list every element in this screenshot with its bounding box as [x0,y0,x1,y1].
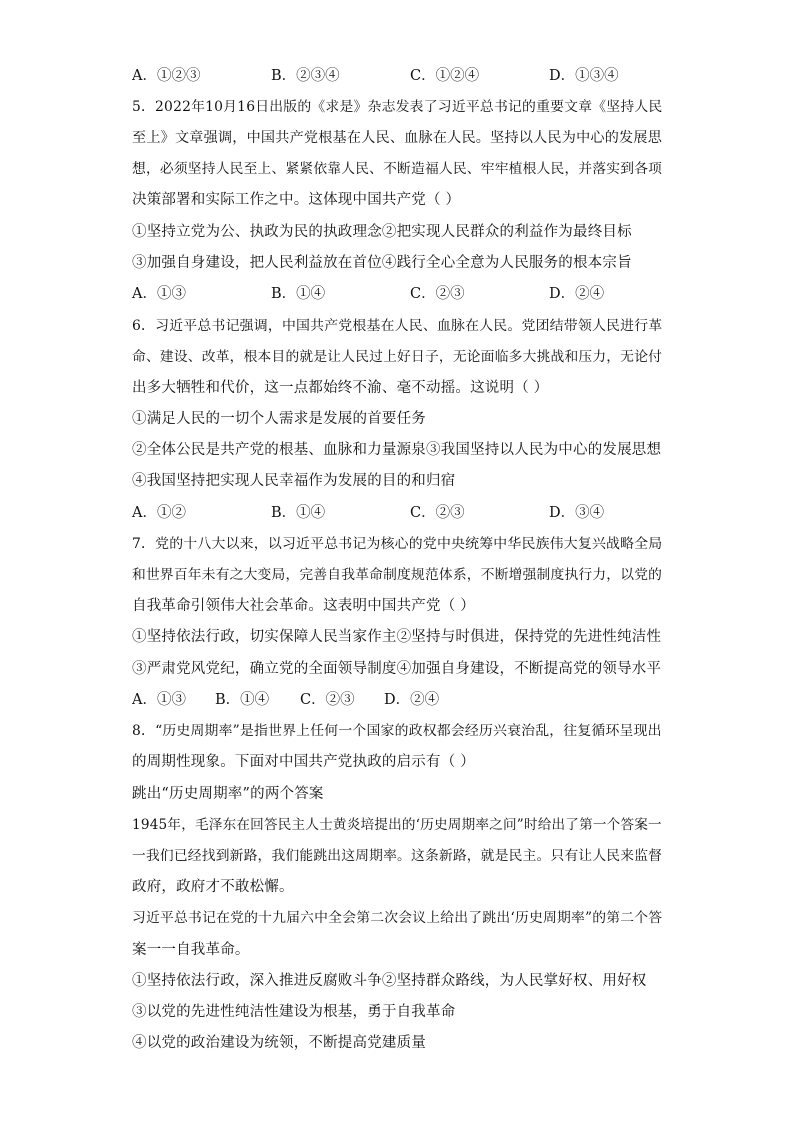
q5-option-c[interactable]: C．②③ [410,286,465,302]
q4-option-a[interactable]: A．①②③ [132,68,201,84]
q8-material-title: 跳出“历史周期率”的两个答案 [132,786,324,802]
q6-statement: ①满足人民的一切个人需求是发展的首要任务 [132,411,426,427]
q7-statement: ③严肃党风党纪，确立党的全面领导制度④加强自身建设，不断提高党的领导水平 [132,661,662,677]
q8-stem-line: 8．“历史周期率”是指世界上任何一个国家的政权都会经历兴衰治乱，往复循环呈现出 [132,723,662,739]
q4-option-d[interactable]: D．①③④ [549,68,619,84]
q5-stem-line: 至上》文章强调，中国共产党根基在人民、血脉在人民。坚持以人民为中心的发展思 [132,130,663,146]
q8-material-line: 案一一自我革命。 [132,942,250,958]
q7-option-d[interactable]: D．②④ [384,692,440,708]
q8-material-line: 1945年，毛泽东在回答民主人士黄炎培提出的‘历史周期率之问”时给出了第一个答案一 [132,817,662,833]
q6-stem-line: 6．习近平总书记强调，中国共产党根基在人民、血脉在人民。党团结带领人民进行革 [132,318,663,334]
q7-option-a[interactable]: A．①③ [132,692,186,708]
q8-stem-line: 的周期性现象。下面对中国共产党执政的启示有（ ） [132,754,475,770]
q6-option-a[interactable]: A．①② [132,505,186,521]
q7-stem-line: 和世界百年未有之大变局，完善自我革命制度规范体系，不断增强制度执行力，以党的 [132,567,663,583]
q6-statement: ②全体公民是共产党的根基、血脉和力量源泉③我国坚持以人民为中心的发展思想 [132,442,662,458]
q7-option-b[interactable]: B．①④ [215,692,270,708]
q5-option-d[interactable]: D．②④ [549,286,605,302]
q8-material-line: 政府，政府才不敢松懈。 [132,879,294,895]
q6-stem-line: 出多大牺牲和代价，这一点都始终不渝、毫不动摇。这说明（ ） [132,380,549,396]
q7-stem-line: 自我革命引领伟大社会革命。这表明中国共产党（ ） [132,598,475,614]
q5-statement: ③加强自身建设，把人民利益放在首位④践行全心全意为人民服务的根本宗旨 [132,255,632,271]
q8-material-line: 习近平总书记在党的十九届六中全会第二次会议上给出了跳出‘历史周期率”的第二个答 [132,910,663,926]
q6-statement: ④我国坚持把实现人民幸福作为发展的目的和归宿 [132,473,456,489]
q4-option-b[interactable]: B．②③④ [271,68,340,84]
q5-statement: ①坚持立党为公、执政为民的执政理念②把实现人民群众的利益作为最终目标 [132,224,632,240]
q5-option-b[interactable]: B．①④ [271,286,326,302]
q6-option-d[interactable]: D．③④ [549,505,605,521]
q5-option-a[interactable]: A．①③ [132,286,186,302]
q5-stem-line: 想，必须坚持人民至上、紧紧依靠人民、不断造福人民、牢牢植根人民，并落实到各项 [132,161,663,177]
q7-option-c[interactable]: C．②③ [300,692,355,708]
q4-option-c[interactable]: C．①②④ [410,68,480,84]
q8-material-line: 一我们已经找到新路，我们能跳出这周期率。这条新路，就是民主。只有让人民来监督 [132,848,663,864]
q6-stem-line: 命、建设、改革，根本目的就是让人民过上好日子，无论面临多大挑战和压力，无论付 [132,349,663,365]
q8-statement: ①坚持依法行政，深入推进反腐败斗争②坚持群众路线，为人民掌好权、用好权 [132,973,647,989]
q6-option-c[interactable]: C．②③ [410,505,465,521]
q8-statement: ④以党的政治建设为统领，不断提高党建质量 [132,1035,426,1051]
q5-stem-line: 5．2022年10月16日出版的《求是》杂志发表了习近平总书记的重要文章《坚持人民 [132,99,663,115]
q8-statement: ③以党的先进性纯洁性建设为根基，勇于自我革命 [132,1004,456,1020]
q5-stem-line: 决策部署和实际工作之中。这体现中国共产党（ ） [132,192,461,208]
q6-option-b[interactable]: B．①④ [271,505,326,521]
q7-statement: ①坚持依法行政，切实保障人民当家作主②坚持与时俱进，保持党的先进性纯洁性 [132,629,662,645]
q7-stem-line: 7．党的十八大以来，以习近平总书记为核心的党中央统筹中华民族伟大复兴战略全局 [132,536,663,552]
